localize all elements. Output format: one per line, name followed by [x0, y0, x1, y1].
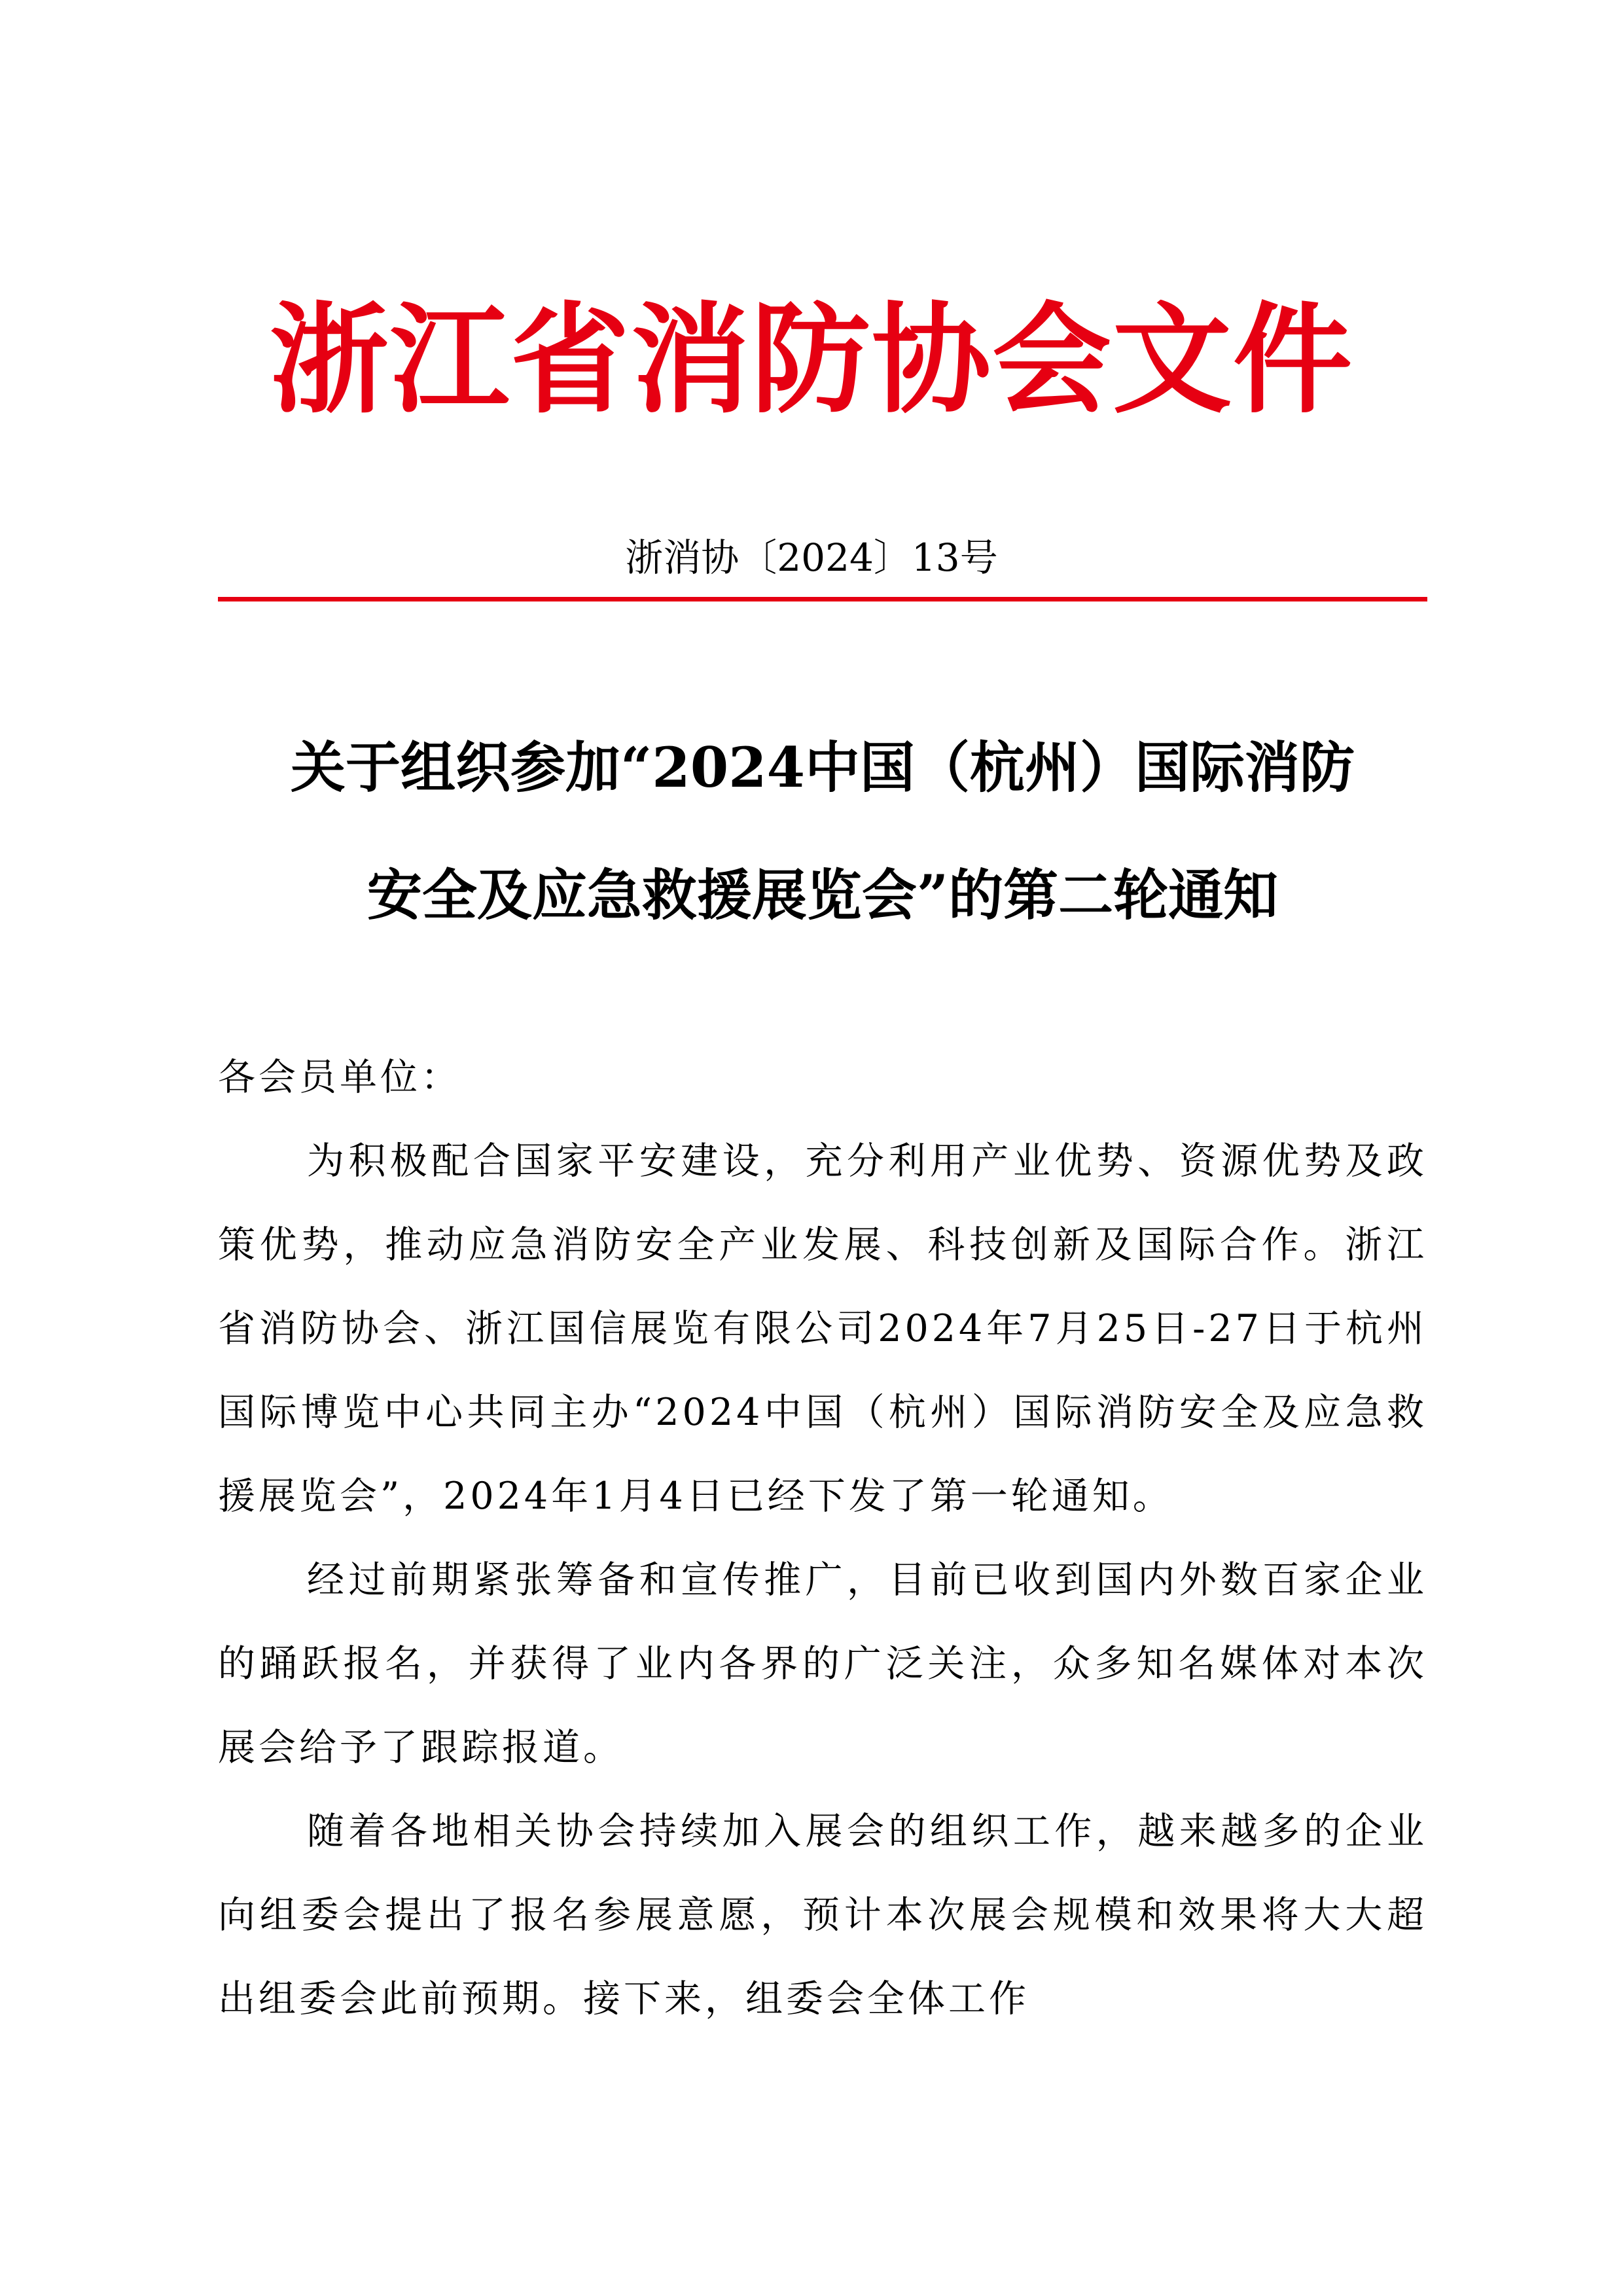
title-line-2: 安全及应急救援展览会”的第二轮通知 — [366, 863, 1279, 927]
org-header: 浙江省消防协会文件 — [270, 291, 1353, 429]
body-paragraph-3: 随着各地相关协会持续加入展会的组织工作，越来越多的企业向组委会提出了报名参展意愿，预计本次展会规模和效果将大大超出组委会此前预期。接下来，组委会全体工作 — [218, 1810, 1427, 2020]
title-line-1: 关于组织参加“2024中国（杭州）国际消防 — [290, 735, 1355, 800]
document-body — [218, 1035, 1427, 2041]
document-number: 浙消协〔2024〕13号 — [625, 535, 998, 580]
salutation: 各会员单位： — [218, 1056, 461, 1099]
document-title — [218, 704, 1427, 959]
body-paragraph-2: 经过前期紧张筹备和宣传推广，目前已收到国内外数百家企业的踊跃报名，并获得了业内各界的广泛关注，众多知名媒体对本次展会给予了跟踪报道。 — [218, 1558, 1427, 1769]
body-paragraph-1: 为积极配合国家平安建设，充分利用产业优势、资源优势及政策优势，推动应急消防安全产业发展、科技创新及国际合作。浙江省消防协会、浙江国信展览有限公司2024年7月25日-27日于杭州国际博览中心共同主办“2024中国（杭州）国际消防安全及应急救援展览会”，2024年1月4日已经下发了第一轮通知。 — [218, 1139, 1427, 1518]
red-divider-line — [218, 597, 1427, 601]
